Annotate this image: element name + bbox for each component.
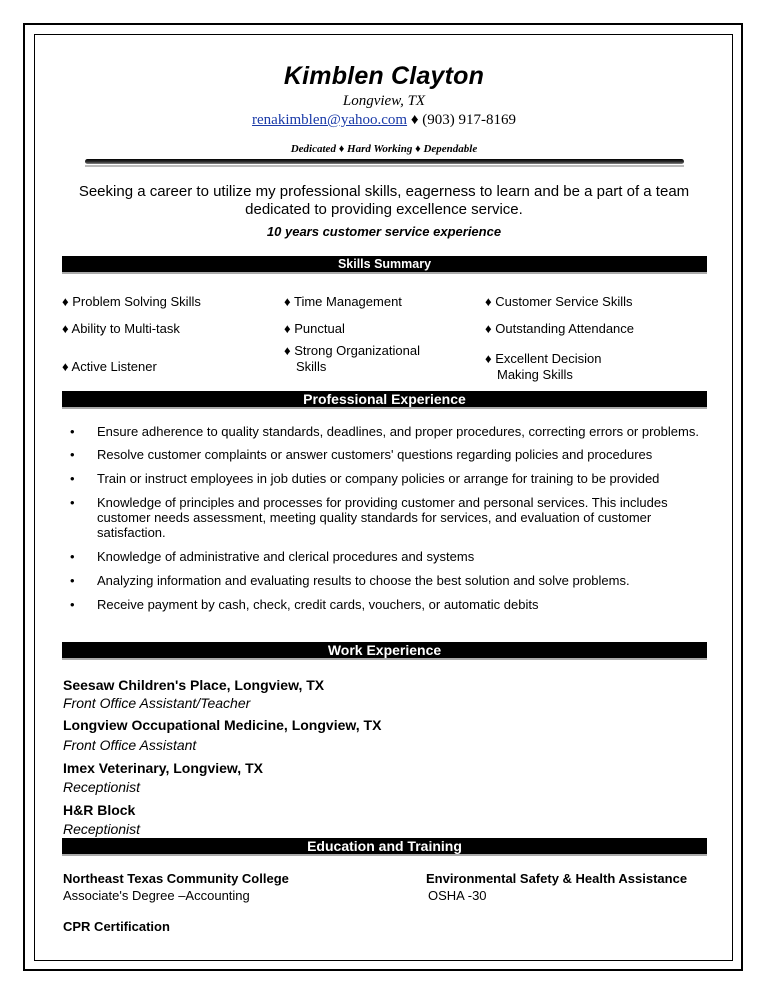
diamond-icon: ♦ bbox=[410, 112, 419, 128]
job-employer: Longview Occupational Medicine, Longview, TX bbox=[63, 717, 382, 733]
objective-text: Seeking a career to utilize my professional skills, eagerness to learn and be a part of a team dedicated to providing excellence service. bbox=[78, 183, 690, 218]
training-name: Environmental Safety & Health Assistance bbox=[426, 871, 688, 886]
candidate-name: Kimblen Clayton bbox=[283, 62, 485, 90]
list-item: • Ensure adherence to quality standards, deadlines, and proper procedures, correcting errors or problems. bbox=[62, 424, 702, 439]
header-divider bbox=[85, 159, 684, 164]
work-heading-shadow bbox=[62, 658, 707, 660]
header-divider-shadow bbox=[85, 165, 684, 167]
job-role: Front Office Assistant bbox=[63, 737, 197, 753]
professional-heading-shadow bbox=[62, 407, 707, 409]
education-heading-shadow bbox=[62, 854, 707, 856]
skill-item-continued: Making Skills bbox=[497, 367, 573, 382]
job-role: Receptionist bbox=[63, 821, 141, 837]
skill-item: ♦ Strong Organizational bbox=[284, 343, 420, 358]
professional-heading: Professional Experience bbox=[62, 391, 707, 407]
skill-item: ♦ Punctual bbox=[284, 321, 345, 336]
skill-item: ♦ Problem Solving Skills bbox=[62, 294, 201, 309]
job-employer: Seesaw Children's Place, Longview, TX bbox=[63, 677, 325, 693]
skill-item: ♦ Active Listener bbox=[62, 359, 157, 374]
contact-line bbox=[0, 112, 768, 129]
phone-number: (903) 917-8169 bbox=[422, 112, 516, 128]
school-name: Northeast Texas Community College bbox=[63, 871, 289, 886]
skill-item: ♦ Outstanding Attendance bbox=[485, 321, 635, 336]
list-item: • Knowledge of principles and processes for providing customer and personal services. This includes customer needs assessment, meeting quality standards for services, and evaluation of customer satisfaction. bbox=[62, 495, 702, 540]
job-role: Front Office Assistant/Teacher bbox=[63, 695, 251, 711]
list-item: • Train or instruct employees in job duties or company policies or arrange for training to be provided bbox=[62, 471, 702, 486]
skill-item: ♦ Time Management bbox=[284, 294, 402, 309]
skills-heading-shadow bbox=[62, 272, 707, 274]
certification: CPR Certification bbox=[63, 919, 170, 934]
skills-heading: Skills Summary bbox=[62, 256, 707, 272]
job-employer: Imex Veterinary, Longview, TX bbox=[63, 760, 263, 776]
skill-item: ♦ Excellent Decision bbox=[485, 351, 602, 366]
candidate-city: Longview, TX bbox=[342, 93, 426, 109]
training-detail: OSHA -30 bbox=[428, 888, 487, 903]
list-item: • Resolve customer complaints or answer customers' questions regarding policies and procedures bbox=[62, 447, 702, 462]
list-item: • Knowledge of administrative and clerical procedures and systems bbox=[62, 549, 702, 564]
job-role: Receptionist bbox=[63, 779, 141, 795]
skill-item: ♦ Ability to Multi-task bbox=[62, 321, 180, 336]
skill-item: ♦ Customer Service Skills bbox=[485, 294, 633, 309]
education-heading: Education and Training bbox=[62, 838, 707, 854]
degree: Associate's Degree –Accounting bbox=[63, 888, 250, 903]
skill-item-continued: Skills bbox=[296, 359, 327, 374]
list-item: • Analyzing information and evaluating results to choose the best solution and solve problems. bbox=[62, 573, 702, 588]
job-employer: H&R Block bbox=[63, 802, 136, 818]
tagline: Dedicated ♦ Hard Working ♦ Dependable bbox=[290, 143, 478, 155]
work-heading: Work Experience bbox=[62, 642, 707, 658]
email-link[interactable]: renakimblen@yahoo.com bbox=[252, 112, 408, 128]
professional-list bbox=[62, 424, 702, 612]
experience-years: 10 years customer service experience bbox=[266, 224, 502, 239]
list-item: • Receive payment by cash, check, credit cards, vouchers, or automatic debits bbox=[62, 597, 702, 612]
